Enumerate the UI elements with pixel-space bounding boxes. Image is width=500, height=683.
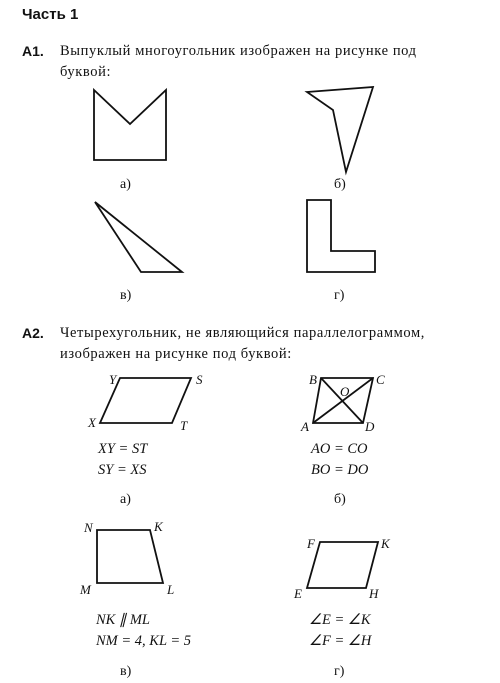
- a2c-label-n: N: [84, 520, 93, 535]
- a2d-label-h: H: [369, 586, 379, 601]
- a2a-condition-1: XY = ST: [98, 441, 148, 457]
- a2d-condition-2: ∠F = ∠H: [309, 633, 372, 649]
- a2-caption-a: а): [120, 492, 131, 507]
- a1-caption-b: б): [334, 177, 346, 192]
- a2-caption-c: в): [120, 664, 132, 679]
- a1-caption-a: а): [120, 177, 131, 192]
- a2a-label-s: S: [196, 372, 203, 387]
- a2a-label-t: T: [180, 418, 188, 433]
- a2b-condition-2: BO = DO: [311, 462, 369, 478]
- question-a2-text-line2: изображен на рисунке под буквой:: [60, 346, 292, 362]
- a2-figure-d-quadrilateral: [307, 542, 378, 588]
- a1-figure-b-concave-quadrilateral: [307, 87, 373, 172]
- a2a-label-x: X: [88, 415, 96, 430]
- a2-caption-b: б): [334, 492, 346, 507]
- a2b-condition-1: AO = CO: [311, 441, 368, 457]
- a2d-condition-1: ∠E = ∠K: [309, 612, 371, 628]
- question-a2-number: А2.: [22, 325, 44, 341]
- a1-figure-d-l-shape: [307, 200, 375, 272]
- a2b-label-o: O: [340, 384, 350, 399]
- a2a-label-y: Y: [109, 372, 117, 387]
- a2b-label-d: D: [365, 419, 375, 434]
- a1-figure-a-concave-pentagon: [94, 90, 166, 160]
- question-a1-text-line2: буквой:: [60, 64, 112, 80]
- a2-figure-c-trapezoid: [97, 530, 163, 583]
- a2d-label-e: E: [294, 586, 302, 601]
- a2b-label-a: A: [301, 419, 309, 434]
- question-a1-number: А1.: [22, 43, 44, 59]
- a2-caption-d: г): [334, 664, 345, 679]
- a2c-condition-2: NM = 4, KL = 5: [96, 633, 192, 649]
- a2b-label-c: C: [376, 372, 385, 387]
- a2a-condition-2: SY = XS: [98, 462, 147, 478]
- question-a2-text-line1: Четырехугольник, не являющийся параллелограммом,: [60, 325, 425, 341]
- a2c-condition-1: NK ∥ ML: [96, 612, 150, 628]
- a2c-label-l: L: [167, 582, 175, 597]
- a2d-label-k: K: [381, 536, 390, 551]
- part-title: Часть 1: [22, 6, 79, 23]
- a1-figure-c-triangle: [95, 202, 182, 272]
- question-a1-text-line1: Выпуклый многоугольник изображен на рисунке под: [60, 43, 417, 59]
- a1-caption-c: в): [120, 288, 132, 303]
- a2d-label-f: F: [307, 536, 315, 551]
- a2c-label-k: K: [154, 519, 163, 534]
- a2c-label-m: M: [80, 582, 91, 597]
- a2b-label-b: B: [309, 372, 317, 387]
- a1-caption-d: г): [334, 288, 345, 303]
